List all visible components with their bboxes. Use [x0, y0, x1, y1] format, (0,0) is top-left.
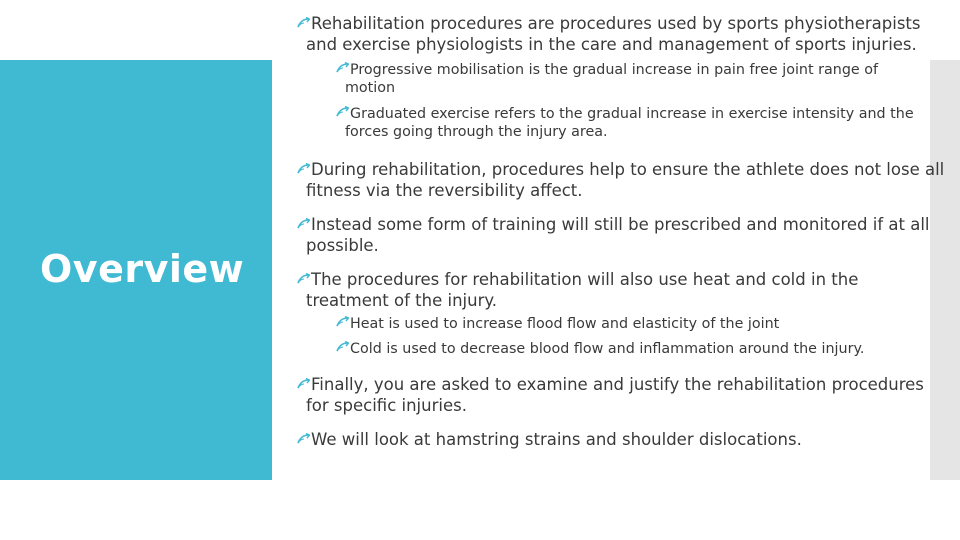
- sub-bullet-item: [345, 106, 935, 142]
- sub-bullet-item: [345, 341, 905, 359]
- bullet-text: The procedures for rehabilitation will also use heat and cold in the treatment of the injury.: [306, 270, 859, 310]
- swoosh-arrow-icon: [336, 106, 349, 118]
- swoosh-arrow-icon: [297, 218, 310, 230]
- bullet-text: Graduated exercise refers to the gradual increase in exercise intensity and the forces going through the injury area.: [345, 106, 914, 140]
- swoosh-arrow-icon: [336, 316, 349, 328]
- bullet-item: [306, 215, 931, 256]
- bullet-item: [306, 270, 946, 311]
- swoosh-arrow-icon: [297, 433, 310, 445]
- sub-bullet-item: [345, 62, 905, 98]
- bullet-text: We will look at hamstring strains and shoulder dislocations.: [311, 430, 802, 449]
- bullet-item: [306, 160, 946, 201]
- bullet-item: [306, 375, 926, 416]
- bullet-text: Heat is used to increase flood flow and elasticity of the joint: [350, 316, 780, 332]
- swoosh-arrow-icon: [297, 378, 310, 390]
- bullet-item: [306, 430, 926, 451]
- slide-title: Overview: [40, 247, 245, 291]
- sub-bullet-item: [345, 316, 905, 334]
- bullet-text: Cold is used to decrease blood flow and inflammation around the injury.: [350, 341, 865, 357]
- bullet-item: [306, 14, 926, 55]
- swoosh-arrow-icon: [336, 341, 349, 353]
- bullet-text: Finally, you are asked to examine and justify the rehabilitation procedures for specific injuries.: [306, 375, 924, 415]
- swoosh-arrow-icon: [297, 17, 310, 29]
- swoosh-arrow-icon: [297, 273, 310, 285]
- bullet-text: During rehabilitation, procedures help to ensure the athlete does not lose all fitness via the reversibility affect.: [306, 160, 945, 200]
- bullet-text: Progressive mobilisation is the gradual increase in pain free joint range of motion: [345, 62, 879, 96]
- swoosh-arrow-icon: [336, 62, 349, 74]
- bullet-text: Rehabilitation procedures are procedures used by sports physiotherapists and exercise physiologists in the care and management of sports injuries.: [306, 14, 921, 54]
- swoosh-arrow-icon: [297, 163, 310, 175]
- bullet-text: Instead some form of training will still be prescribed and monitored if at all possible.: [306, 215, 930, 255]
